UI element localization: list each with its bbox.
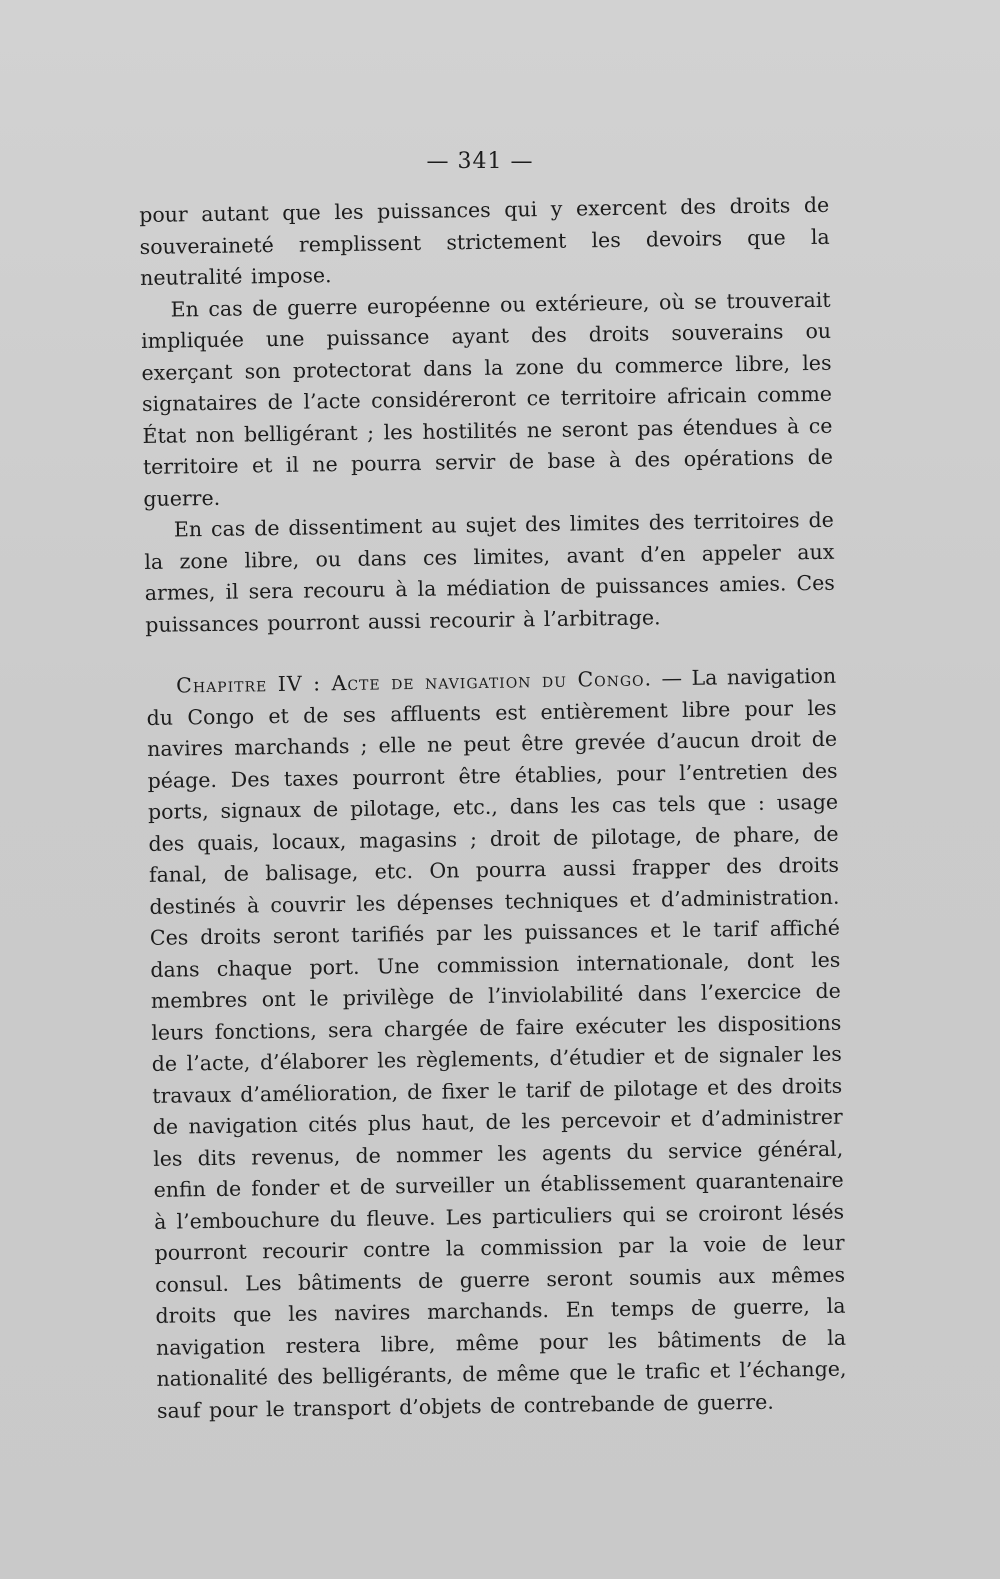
page-number: — 341 — bbox=[426, 149, 534, 174]
chapter-heading: Chapitre IV : Acte de navigation du Congo. bbox=[176, 666, 653, 698]
paragraph-continuation: pour autant que les puissances qui y exercent des droits de souveraineté remplissent strictement les devoirs que la neutralité impose. bbox=[139, 192, 830, 290]
body-text bbox=[139, 190, 847, 1427]
paragraph-arbitration: En cas de dissentiment au sujet des limites des territoires de la zone libre, ou dans ces limites, avant d’en appeler aux armes, il sera recouru à la médiation de puissances amies. Ces puissances pourront aussi recourir à l’arbitrage. bbox=[144, 507, 835, 637]
chapter-text: La navigation du Congo et de ses affluents est entièrement libre pour les navires marchands ; elle ne peut être grevée d’aucun droit de péage. Des taxes pourront être établies, pour l’entretien des ports, signaux de pilotage, etc., dans les cas tels que : usage des quais, locaux, magasins ; droit de pilotage, de phare, de fanal, de balisage, etc. On pourra aussi frapper des droits destinés à couvrir les dépenses techniques et d’administration. Ces droits seront tarifiés par les puissances et le tarif affiché dans chaque port. Une commission internationale, dont les membres ont le privilège de l’inviolabilité dans l’exercice de leurs fonctions, sera chargée de faire exécuter les dispositions de l’acte, d’élaborer les règlements, d’étudier et de signaler les travaux d’amélioration, de fixer le tarif de pilotage et des droits de navigation cités plus haut, de les percevoir et d’administrer les dits revenus, de nommer les agents du service général, enfin de fonder et de surveiller un établissement quarantenaire à l’embouchure du fleuve. Les particuliers qui se croiront lésés pourront recourir contre la commission par la voie de leur consul. Les bâtiments de guerre seront soumis aux mêmes droits que les navires marchands. En temps de guerre, la navigation restera libre, même pour les bâtiments de la nationalité des belligérants, de même que le trafic et l’échange, sauf pour le transport d’objets de contrebande de guerre. bbox=[146, 663, 847, 1423]
chapter-paragraph bbox=[146, 661, 847, 1427]
chapter-dash: — bbox=[651, 665, 692, 691]
paragraph-war-neutrality: En cas de guerre européenne ou extérieure, où se trouverait impliquée une puissance ayant des droits souverains ou exerçant son protectorat dans la zone du commerce libre, les signataires de l’acte considéreront ce territoire africain comme État non belligérant ; les hostilités ne seront pas étendues à ce territoire et il ne pourra servir de base à des opérations de guerre. bbox=[140, 287, 834, 511]
